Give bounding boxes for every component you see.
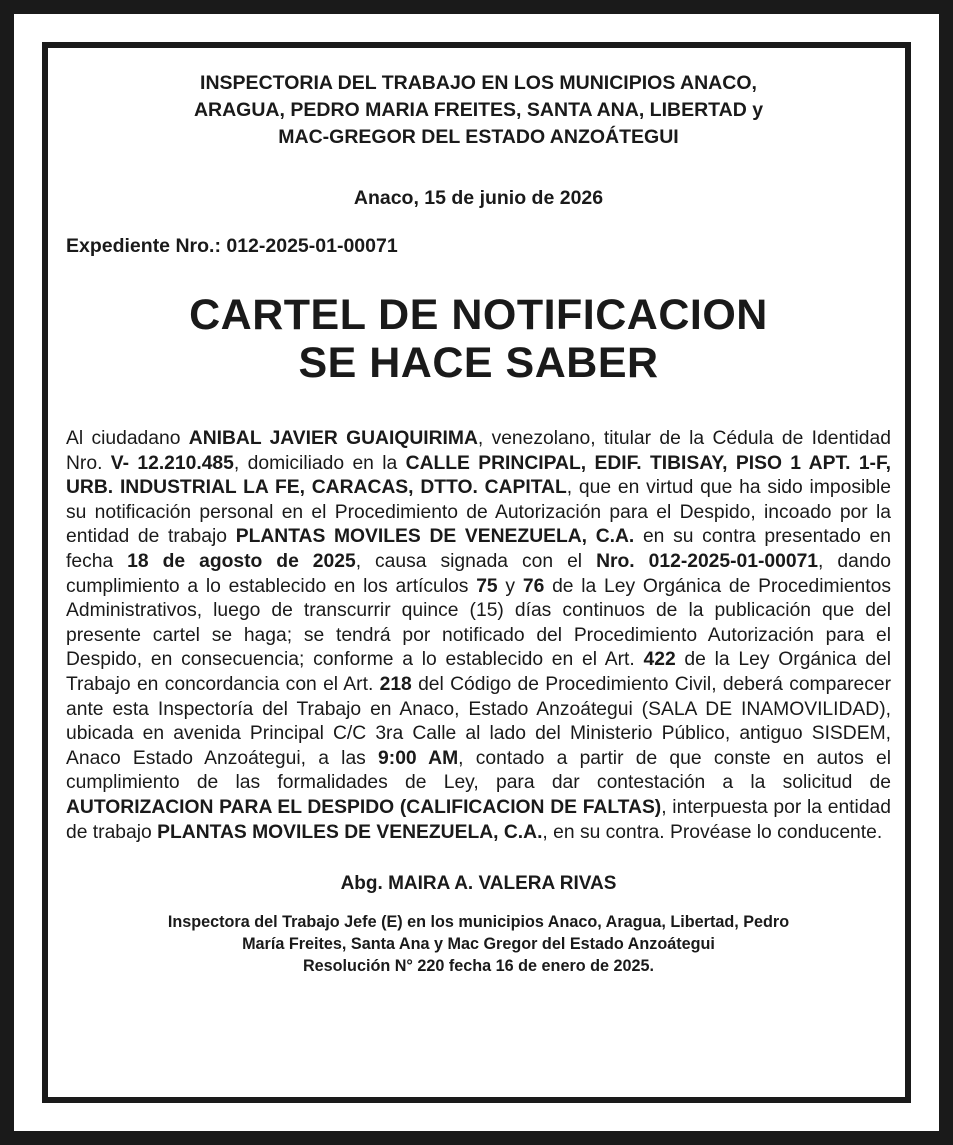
header-line-2: ARAGUA, PEDRO MARIA FREITES, SANTA ANA, LIBERTAD y	[193, 99, 764, 121]
appearance-time: 9:00 AM	[378, 747, 459, 769]
header-line-1: INSPECTORIA DEL TRABAJO EN LOS MUNICIPIOS ANACO,	[200, 72, 757, 94]
body-text-segment: Al ciudadano	[66, 428, 189, 449]
header-line-3: MAC-GREGOR DEL ESTADO ANZOÁTEGUI	[278, 126, 679, 148]
notice-title	[66, 291, 891, 387]
article-number: 422	[643, 649, 676, 671]
signer-name: Abg. MAIRA A. VALERA RIVAS	[340, 873, 617, 895]
case-number: Expediente Nro.: 012-2025-01-00071	[66, 235, 398, 257]
article-number: 76	[522, 575, 545, 597]
notice-body	[66, 427, 891, 845]
body-text-segment: , contado a partir de que conste en autos el cumplimiento de las formalidades de Ley, para dar contestación a la solicitud de	[66, 747, 891, 794]
case-reference: Nro. 012-2025-01-00071	[596, 550, 819, 572]
article-number: 75	[476, 575, 498, 597]
signer-role-line-1: Inspectora del Trabajo Jefe (E) en los municipios Anaco, Aragua, Libertad, Pedro	[167, 913, 790, 932]
title-line-1: CARTEL DE NOTIFICACION	[189, 291, 768, 339]
article-number: 218	[379, 673, 412, 695]
body-text-segment: de la Ley Orgánica del Trabajo en concordancia con el Art.	[66, 649, 892, 695]
body-text-segment: , venezolano, titular de la Cédula de Identidad Nro.	[66, 428, 891, 474]
signer-role	[66, 911, 891, 977]
body-text-segment: en su contra presentado en fecha	[66, 526, 891, 572]
citizen-address: CALLE PRINCIPAL, EDIF. TIBISAY, PISO 1 APT. 1-F, URB. INDUSTRIAL LA FE, CARACAS, DTTO. CAPITAL	[66, 452, 891, 499]
signer-resolution: Resolución N° 220 fecha 16 de enero de 2025.	[302, 957, 655, 976]
body-text-segment: , en su contra. Provéase lo conducente.	[542, 821, 883, 843]
body-text-segment: , domiciliado en la	[233, 452, 406, 474]
id-number: V- 12.210.485	[110, 452, 234, 474]
body-text-segment: de la Ley Orgánica de Procedimientos Administrativos, luego de transcurrir quince (15) días continuos de la publicación que del presente cartel se haga; se tendrá por notificado del Procedimiento Autorización para el Despido, en consecuencia; conforme a lo establecido en el Art.	[66, 575, 892, 671]
filing-date: 18 de agosto de 2025	[127, 550, 356, 572]
body-text-segment: , interpuesta por la entidad de trabajo	[66, 796, 891, 843]
citizen-name: ANIBAL JAVIER GUAIQUIRIMA	[188, 428, 478, 449]
issuing-authority-header	[66, 70, 891, 151]
signer-role-line-2: María Freites, Santa Ana y Mac Gregor del Estado Anzoátegui	[242, 935, 715, 954]
title-line-2: SE HACE SABER	[298, 339, 659, 387]
body-text-segment: , causa signada con el	[355, 550, 597, 572]
notice-content	[66, 70, 891, 977]
request-type: AUTORIZACION PARA EL DESPIDO (CALIFICACION DE FALTAS)	[66, 796, 662, 818]
employer-name: PLANTAS MOVILES DE VENEZUELA, C.A.	[235, 526, 635, 548]
body-text-segment: , que en virtud que ha sido imposible su notificación personal en el Procedimiento de Autorización para el Despido, incoado por la entidad de trabajo	[66, 477, 891, 548]
body-text-segment: del Código de Procedimiento Civil, deberá comparecer ante esta Inspectoría del Trabajo en Anaco, Estado Anzoátegui (SALA DE INAMOVILIDAD), ubicada en avenida Principal C/C 3ra Calle al lado del Ministerio Público, antiguo SISDEM, Anaco Estado Anzoátegui, a las	[66, 673, 891, 769]
notice-date: Anaco, 15 de junio de 2026	[353, 187, 604, 209]
body-text-segment: , dando cumplimiento a lo establecido en los artículos	[66, 550, 892, 597]
body-text-segment: y	[497, 575, 523, 597]
employer-name: PLANTAS MOVILES DE VENEZUELA, C.A.	[157, 821, 543, 843]
